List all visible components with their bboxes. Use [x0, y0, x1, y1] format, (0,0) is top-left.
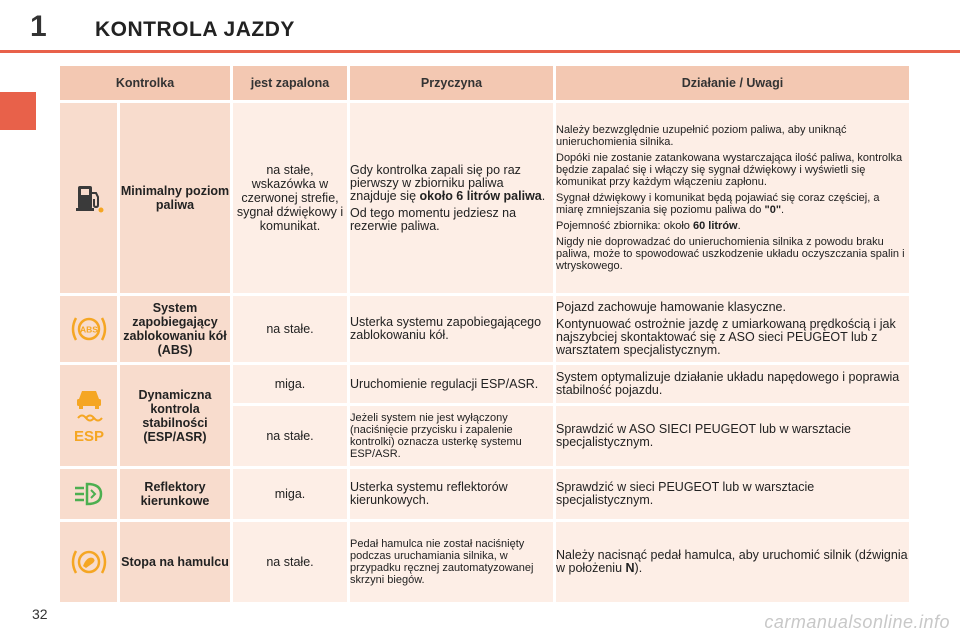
- cause-indicators: Usterka systemu reflektorów kierunkowych.: [350, 469, 553, 519]
- action-fuel-p4-b: 60 litrów: [692, 220, 738, 232]
- cause-fuel-bold: około 6 litrów paliwa: [419, 188, 542, 203]
- cause-fuel-p2: Od tego momentu jedziesz na rezerwie paliwa.: [350, 205, 517, 233]
- action-abs: [556, 296, 909, 362]
- action-abs-p1: Pojazd zachowuje hamowanie klasyczne.: [556, 300, 786, 314]
- table-row-brake: [60, 522, 909, 602]
- state-indicators: miga.: [233, 469, 347, 519]
- action-indicators: Sprawdzić w sieci PEUGEOT lub w warsztacie specjalistycznym.: [556, 469, 909, 519]
- col-header-action: Działanie / Uwagi: [556, 66, 909, 100]
- action-fuel-p5: Nigdy nie doprowadzać do unieruchomienia silnika z powodu braku paliwa, może to spowodować uszkodzenie układu oczyszczania spalin i wtryskowego.: [556, 236, 905, 272]
- watermark: carmanualsonline.info: [764, 612, 950, 632]
- abs-icon-text: ABS: [79, 324, 98, 335]
- col-header-kontrolka: Kontrolka: [60, 66, 230, 100]
- action-brake: [556, 522, 909, 602]
- col-header-state: jest zapalona: [233, 66, 347, 100]
- title-rule: [0, 50, 960, 53]
- table-row-fuel: [60, 103, 909, 293]
- state-abs: na stałe.: [233, 296, 347, 362]
- label-esp: Dynamiczna kontrola stabilności (ESP/ASR): [120, 365, 230, 466]
- action-fuel-p3-a: Sygnał dźwiękowy i komunikat będą pojawiać się coraz częściej, a miarę zmniejszania się poziomu paliwa do: [556, 192, 880, 216]
- action-fuel-p3-c: .: [781, 204, 785, 216]
- brake-foot-icon: [60, 522, 117, 602]
- warning-lights-table: [57, 63, 912, 605]
- label-indicators: Reflektory kierunkowe: [120, 469, 230, 519]
- action-brake-a: Należy nacisnąć pedał hamulca, aby uruchomić silnik (dźwignia w położeniu: [556, 548, 908, 575]
- cause-fuel: [350, 103, 553, 293]
- fuel-pump-icon: [60, 103, 117, 293]
- cause-fuel-text-a: Gdy kontrolka zapali się po raz pierwszy w zbiorniku paliwa znajduje się: [350, 162, 521, 203]
- col-header-cause: Przyczyna: [350, 66, 553, 100]
- chapter-number: 1: [30, 10, 47, 43]
- chapter-side-tab: [0, 92, 36, 130]
- action-fuel-p1: Należy bezwzględnie uzupełnić poziom paliwa, aby uniknąć unieruchomienia silnika.: [556, 124, 847, 148]
- abs-warning-icon: [60, 296, 117, 362]
- table-header-row: [60, 66, 909, 100]
- state-esp-2: na stałe.: [233, 406, 347, 466]
- action-abs-p2: Kontynuować ostrożnie jazdę z umiarkowaną prędkością i jak najszybciej skontaktować się z ASO sieci PEUGEOT lub z warsztatem specjalistycznym.: [556, 317, 896, 357]
- table-row-esp-flashing: [60, 365, 909, 403]
- state-brake: na stałe.: [233, 522, 347, 602]
- page-number: 32: [32, 606, 48, 622]
- cause-abs: Usterka systemu zapobiegającego zablokowaniu kół.: [350, 296, 553, 362]
- action-fuel: [556, 103, 909, 293]
- label-fuel: Minimalny poziom paliwa: [120, 103, 230, 293]
- cause-brake: Pedał hamulca nie został naciśnięty podczas uruchamiania silnika, w przypadku ręcznej zautomatyzowanej skrzyni biegów.: [350, 522, 553, 602]
- state-esp-1: miga.: [233, 365, 347, 403]
- label-brake: Stopa na hamulcu: [120, 522, 230, 602]
- cause-esp-1: Uruchomienie regulacji ESP/ASR.: [350, 365, 553, 403]
- table-row-indicators: [60, 469, 909, 519]
- action-fuel-p2: Dopóki nie zostanie zatankowana wystarczająca ilość paliwa, kontrolka będzie zapalać się i włączy się sygnał dźwiękowy i wyświetli się komunikat przy każdym włączeniu zapłonu.: [556, 152, 903, 188]
- cause-fuel-text-c: .: [541, 188, 546, 203]
- headlight-icon: [60, 469, 117, 519]
- page-title: KONTROLA JAZDY: [95, 18, 295, 41]
- state-fuel: na stałe, wskazówka w czerwonej strefie, sygnał dźwiękowy i komunikat.: [233, 103, 347, 293]
- esp-skid-icon: [60, 365, 117, 466]
- label-abs: System zapobiegający zablokowaniu kół (ABS): [120, 296, 230, 362]
- esp-icon-text: ESP: [73, 427, 104, 445]
- action-brake-b: N: [625, 561, 635, 575]
- action-brake-c: ).: [634, 561, 643, 575]
- action-fuel-p3-b: "0": [764, 204, 782, 216]
- action-fuel-p4-c: .: [737, 220, 741, 232]
- action-esp-2: Sprawdzić w ASO SIECI PEUGEOT lub w warsztacie specjalistycznym.: [556, 406, 909, 466]
- action-esp-1: System optymalizuje działanie układu napędowego i poprawia stabilność pojazdu.: [556, 365, 909, 403]
- action-fuel-p4-a: Pojemność zbiornika: około: [556, 220, 693, 232]
- table-row-abs: [60, 296, 909, 362]
- cause-esp-2: Jeżeli system nie jest wyłączony (naciśnięcie przycisku i zapalenie kontrolki) oznacza usterkę systemu ESP/ASR.: [350, 406, 553, 466]
